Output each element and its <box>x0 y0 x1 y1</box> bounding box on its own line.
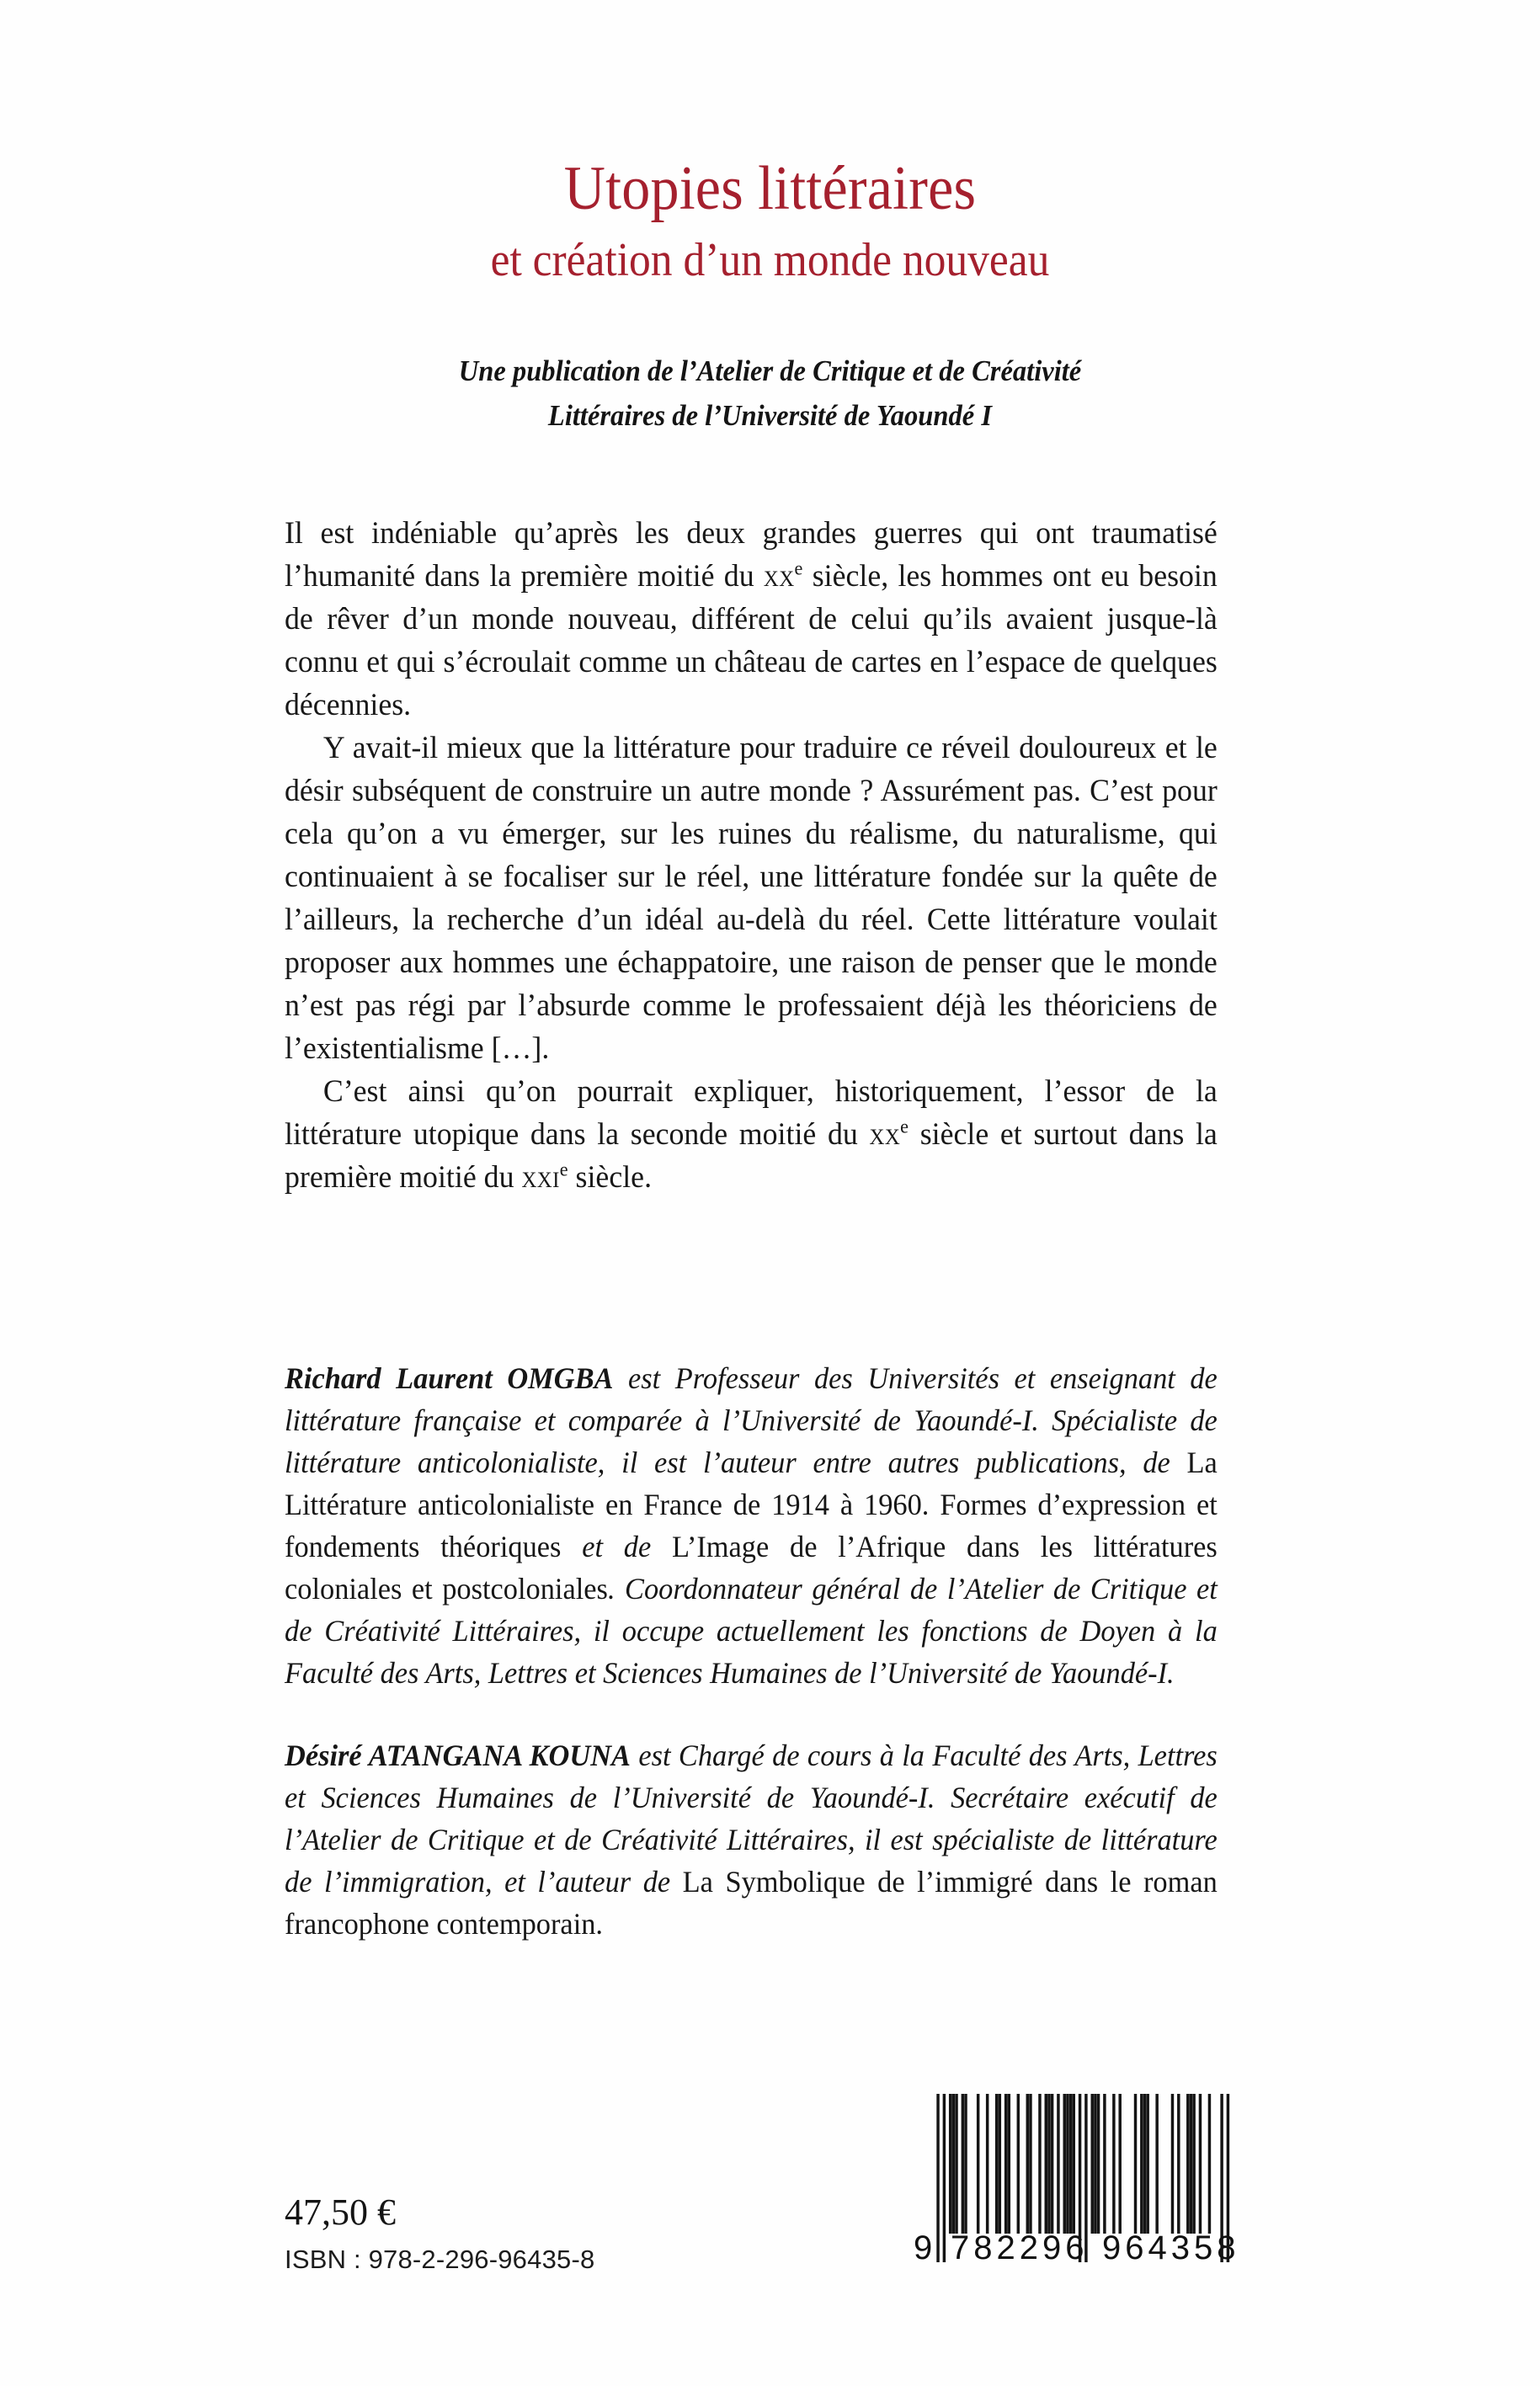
barcode-left-group: 782296 <box>951 2229 1089 2266</box>
blurb-text <box>285 512 1261 1199</box>
ordinal-superscript: e <box>559 1158 568 1181</box>
blurb-paragraph: C’est ainsi qu’on pourrait expliquer, historiquement, l’essor de la littérature utopique dans la seconde moitié du $xx^e$ siècle et surtout dans la première moitié du xxi$^e$ siècle. <box>285 1074 1218 1195</box>
publication-credit <box>54 349 1486 438</box>
title-block <box>0 156 1540 288</box>
author-bio-text: et de <box>561 1530 673 1563</box>
page-title: Utopies littéraires <box>563 154 977 223</box>
barcode-digits <box>912 2229 1242 2266</box>
page-subtitle: et création d’un monde nouveau <box>490 234 1050 287</box>
author-bio <box>285 1734 1218 1945</box>
author-bios <box>285 1357 1261 1985</box>
author-bio-text: est Chargé de cours à la Faculté des Arts, Lettres et Sciences Humaines de l’Université de Yaoundé-I. Secrétaire exécutif de l’Atelier de Critique et de Créativité Littéraires, il est spécialiste de littérature de l’immigration, et l’auteur de <box>285 1739 1218 1899</box>
price-label: 47,50 € <box>285 2192 396 2233</box>
author-bio <box>285 1357 1218 1694</box>
author-bio-text: . <box>595 1907 604 1941</box>
author-work-title: L’Image de l’Afrique dans les littératures coloniales et postcoloniales <box>285 1530 1218 1606</box>
isbn-label: ISBN : 978-2-296-96435-8 <box>285 2245 595 2274</box>
century-smallcaps: xx <box>869 1117 901 1152</box>
barcode-right-group: 964358 <box>1102 2229 1240 2266</box>
ordinal-superscript: e <box>794 557 803 580</box>
century-smallcaps: xxi <box>521 1160 560 1195</box>
blurb-paragraph: Il est indéniable qu’après les deux grandes guerres qui ont traumatisé l’humanité dans la première moitié du $xx^e$ siècle, les hommes ont eu besoin de rêver d’un monde nouveau, différent de celui qu’ils avaient jusque-là connu et qui s’écroulait comme un château de cartes en l’espace de quelques décennies. <box>285 516 1218 722</box>
century-smallcaps: xx <box>763 559 795 594</box>
author-name: Désiré ATANGANA KOUNA <box>285 1739 631 1772</box>
publication-credit-line-2: Littéraires de l’Université de Yaoundé I <box>547 398 993 432</box>
ordinal-superscript: e <box>900 1116 909 1138</box>
author-work-title: La Littérature anticolonialiste en France de 1914 à 1960. Formes d’expression et fondements théoriques <box>285 1446 1218 1563</box>
author-work-title: La Symbolique de l’immigré dans le roman francophone contemporain <box>285 1865 1218 1941</box>
author-name: Richard Laurent OMGBA <box>285 1361 614 1395</box>
author-bio-text: . Coordonnateur général de l’Atelier de Critique et de Créativité Littéraires, il occupe actuellement les fonctions de Doyen à la Faculté des Arts, Lettres et Sciences Humaines de l’Université de Yaoundé-I. <box>285 1572 1218 1690</box>
publication-credit-line-1: Une publication de l’Atelier de Critique et de Créativité <box>458 354 1082 387</box>
barcode-lead-digit: 9 <box>914 2229 934 2266</box>
blurb-paragraph: Y avait-il mieux que la littérature pour traduire ce réveil douloureux et le désir subséquent de construire un autre monde ? Assurément pas. C’est pour cela qu’on a vu émerger, sur les ruines du réalisme, du naturalisme, qui continuaient à se focaliser sur le réel, une littérature fondée sur la quête de l’ailleurs, la recherche d’un idéal au-delà du réel. Cette littérature voulait proposer aux hommes une échappatoire, une raison de penser que le monde n’est pas régi par l’absurde comme le professaient déjà les théoriciens de l’existentialisme […]. <box>285 731 1218 1066</box>
author-bio-text: est Professeur des Universités et enseignant de littérature française et comparée à l’Université de Yaoundé-I. Spécialiste de littérature anticolonialiste, il est l’auteur entre autres publications, de <box>285 1361 1218 1479</box>
